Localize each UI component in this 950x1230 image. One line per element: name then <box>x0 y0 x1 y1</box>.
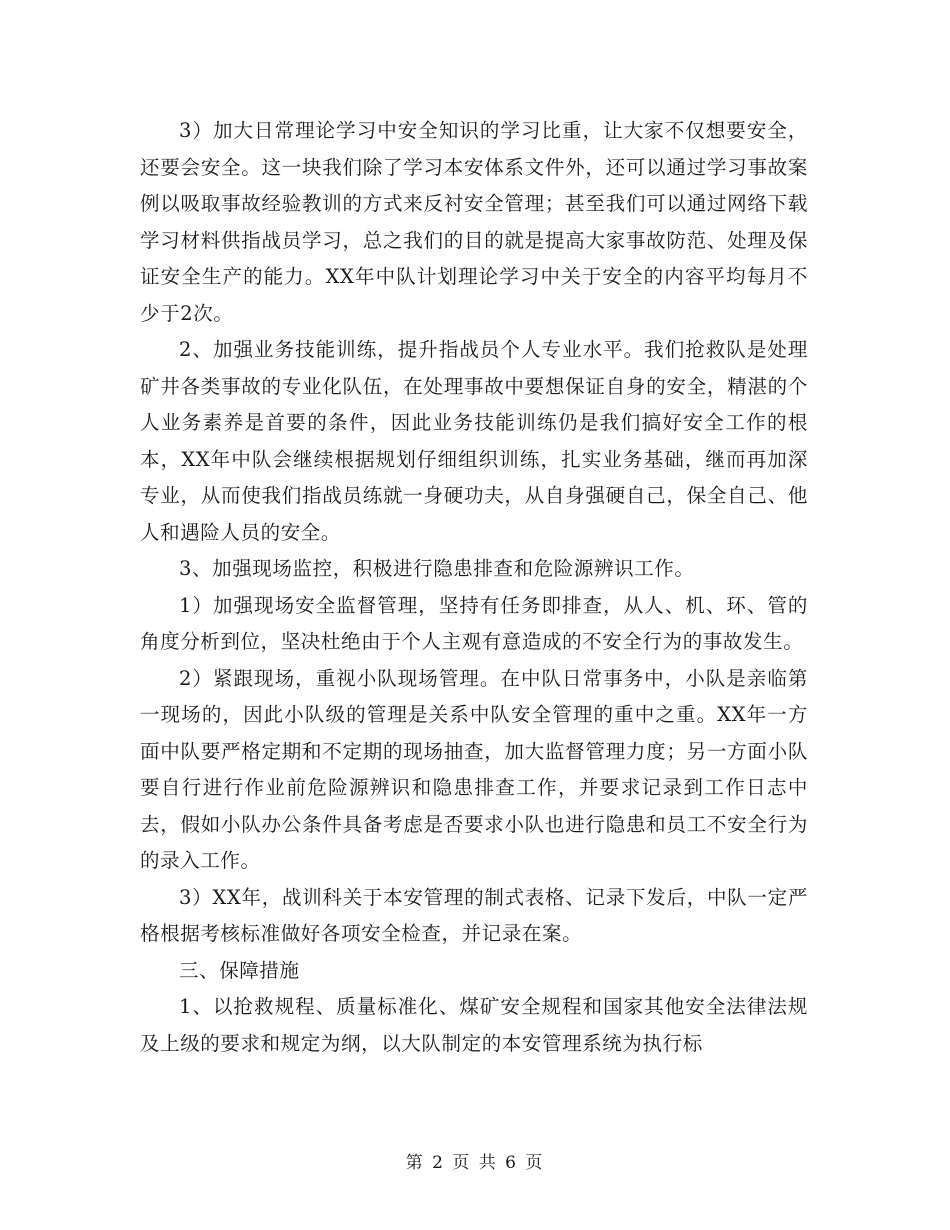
paragraph-squad-management: 2）紧跟现场，重视小队现场管理。在中队日常事务中，小队是亲临第一现场的，因此小队级的管理是关系中队安全管理的重中之重。XX年一方面中队要严格定期和不定期的现场抽查，加大监督管理力度；另一方面小队要自行进行作业前危险源辨识和隐患排查工作，并要求记录到工作日志中去，假如小队办公条件具备考虑是否要求小队也进行隐患和员工不安全行为的录入工作。 <box>140 666 808 872</box>
paragraph-theory-study: 3）加大日常理论学习中安全知识的学习比重，让大家不仅想要安全，还要会安全。这一块我们除了学习本安体系文件外，还可以通过学习事故案例以吸取事故经验教训的方式来反衬安全管理；甚至我们可以通过网络下载学习材料供指战员学习，总之我们的目的就是提高大家事故防范、处理及保证安全生产的能力。XX年中队计划理论学习中关于安全的内容平均每月不少于2次。 <box>140 119 808 325</box>
section-heading-safeguards: 三、保障措施 <box>179 958 300 982</box>
paragraph-site-monitoring-heading: 3、加强现场监控，积极进行隐患排查和危险源辨识工作。 <box>179 557 695 580</box>
paragraph-skill-training: 2、加强业务技能训练，提升指战员个人专业水平。我们抢救队是处理矿井各类事故的专业化队伍，在处理事故中要想保证自身的安全，精湛的个人业务素养是首要的条件，因此业务技能训练仍是我们搞好安全工作的根本，XX年中队会继续根据规划仔细组织训练，扎实业务基础，继而再加深专业，从而使我们指战员练就一身硬功夫，从自身强硬自己，保全自己、他人和遇险人员的安全。 <box>140 338 808 544</box>
page-number-footer: 第 2 页 共 6 页 <box>405 1153 545 1173</box>
paragraph-site-supervision: 1）加强现场安全监督管理，坚持有任务即排查，从人、机、环、管的角度分析到位，坚决杜绝由于个人主观有意造成的不安全行为的事故发生。 <box>140 593 808 653</box>
paragraph-safety-forms: 3）XX年，战训科关于本安管理的制式表格、记录下发后，中队一定严格根据考核标准做好各项安全检查，并记录在案。 <box>140 885 808 945</box>
document-body <box>140 113 808 1062</box>
paragraph-regulations: 1、以抢救规程、质量标准化、煤矿安全规程和国家其他安全法律法规及上级的要求和规定为纲，以大队制定的本安管理系统为执行标 <box>140 995 808 1055</box>
